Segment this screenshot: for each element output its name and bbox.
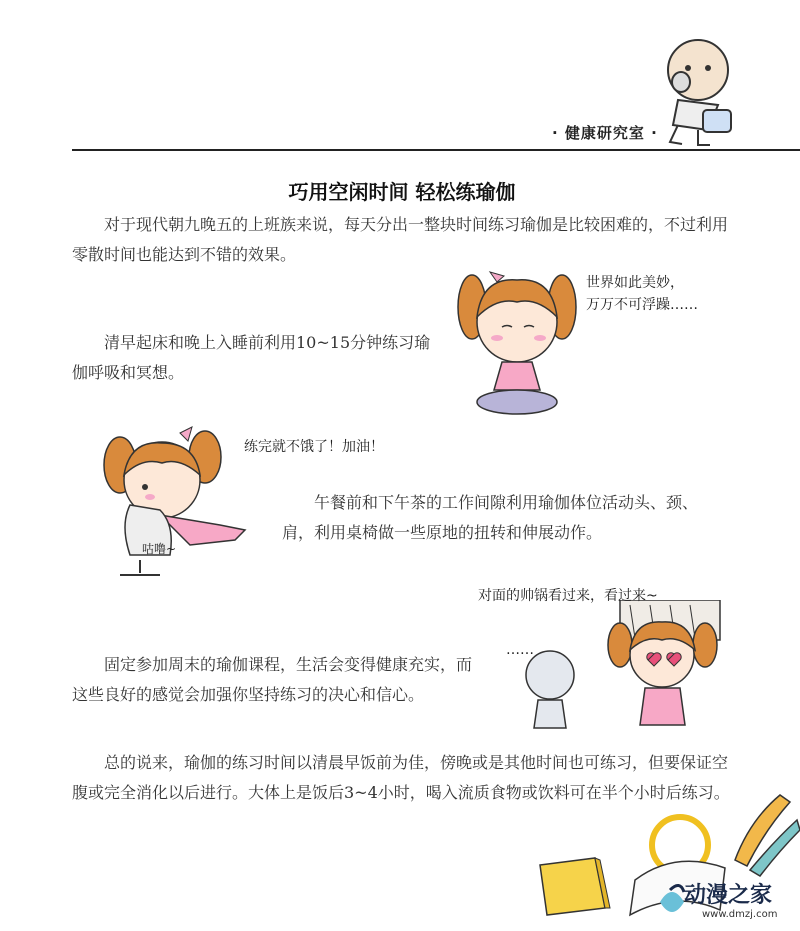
section-tag: · 健康研究室 ·: [552, 124, 658, 142]
article-title: 巧用空闲时间 轻松练瑜伽: [288, 180, 516, 204]
paragraph-summary: 总的说来，瑜伽的练习时间以清晨早饭前为佳，傍晚或是其他时间也可练习，但要保证空腹或完全消化以后进行。大体上是饭后3~4小时，喝入流质食物或饮料可在半个小时后练习。: [72, 753, 730, 802]
paragraph-morning: 清早起床和晚上入睡前利用10~15分钟练习瑜伽呼吸和冥想。: [72, 333, 431, 382]
bubble-line-2: 万万不可浮躁……: [586, 297, 698, 313]
chair-girl-illustration: [100, 425, 260, 585]
speech-bubble-meditate: [586, 272, 698, 316]
ellipsis-dots: ……: [506, 642, 534, 658]
meditating-girl-illustration: [452, 262, 582, 422]
paragraph-weekend: 固定参加周末的瑜伽课程，生活会变得健康充实，而这些良好的感觉会加强你坚持练习的决心和信心。: [72, 655, 473, 704]
brand-url: www.dmzj.com: [702, 909, 778, 920]
speech-bubble-chair: 练完就不饿了！加油！: [244, 439, 384, 455]
bubble-line-1: 世界如此美妙，: [586, 275, 684, 291]
mascot-illustration: [648, 30, 748, 150]
paragraph-lunch: 午餐前和下午茶的工作间隙利用瑜伽体位活动头、颈、肩，利用桌椅做一些原地的扭转和伸展动作。: [282, 493, 699, 542]
paragraph-intro: 对于现代朝九晚五的上班族来说，每天分出一整块时间练习瑜伽是比较困难的，不过利用零散时间也能达到不错的效果。: [72, 215, 729, 264]
heart-eyes-illustration: [510, 600, 730, 730]
speech-bubble-crush: 对面的帅锅看过来，看过来~: [478, 588, 658, 604]
brand-name: 动漫之家: [684, 883, 773, 908]
stomach-sound-label: 咕噜~: [142, 542, 177, 556]
